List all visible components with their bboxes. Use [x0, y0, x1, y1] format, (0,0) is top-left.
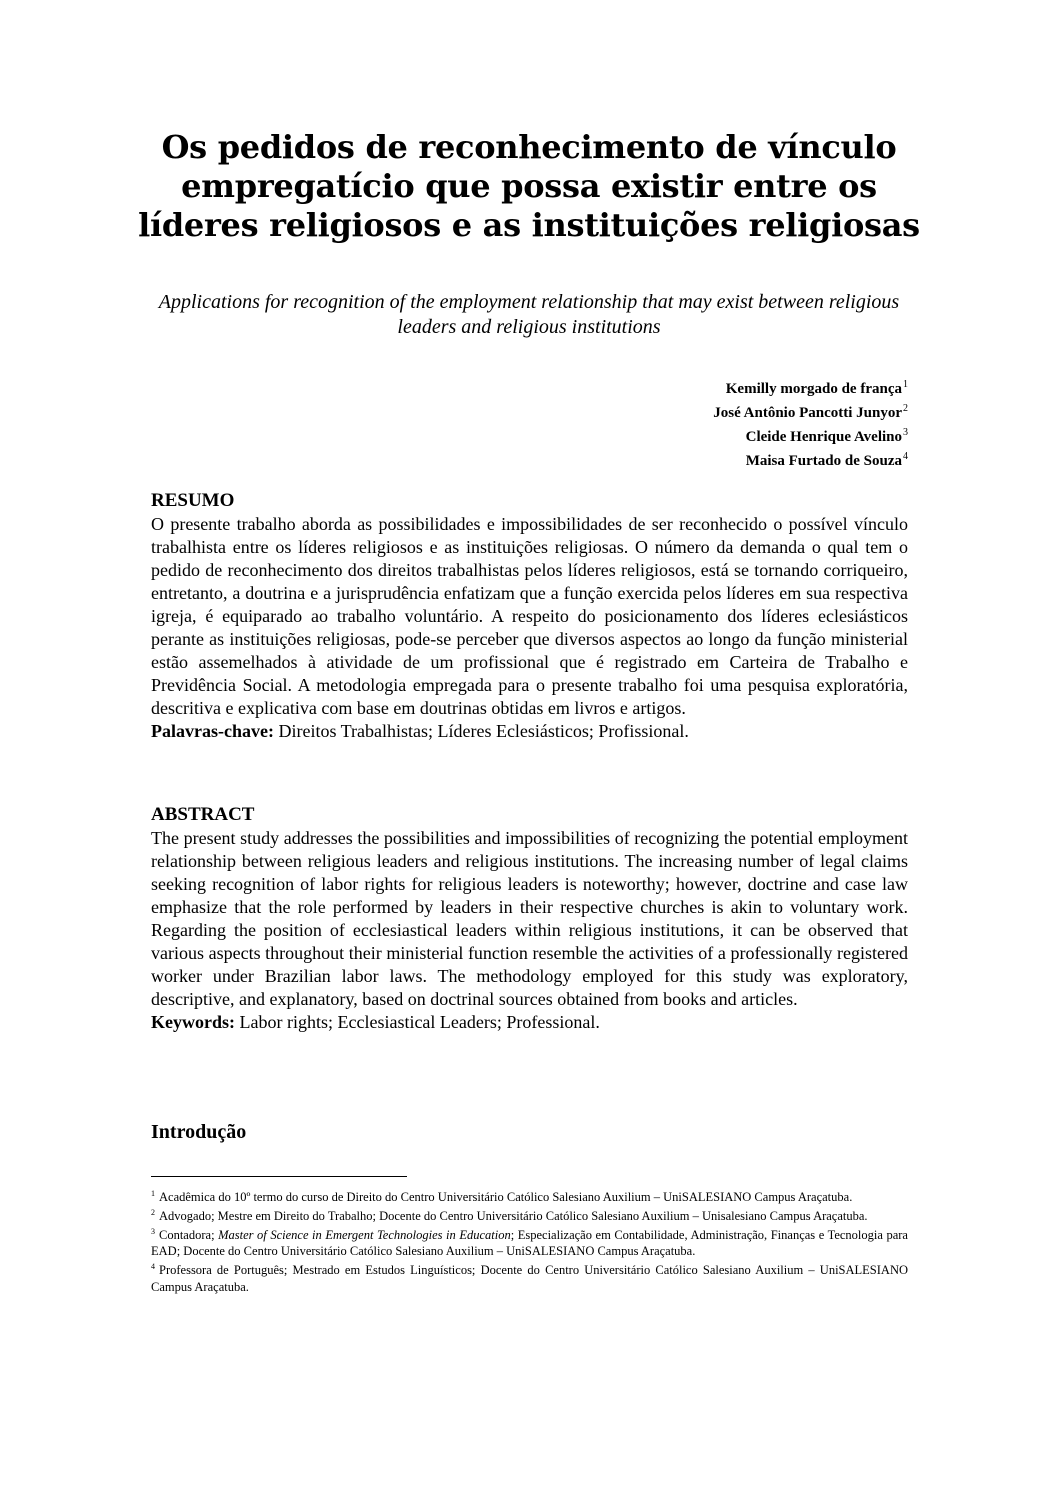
keywords-text: Labor rights; Ecclesiastical Leaders; Professional. [235, 1012, 600, 1032]
footnote-text: Contadora; [159, 1228, 219, 1243]
author-name: Maisa Furtado de Souza [745, 453, 902, 469]
footnotes [151, 1186, 908, 1295]
paper-title: Os pedidos de reconhecimento de vínculo empregatício que possa existir entre os líderes religiosos e as instituições religiosas [138, 128, 920, 244]
author-footnote-ref: 2 [903, 403, 908, 414]
footnote-number: 2 [151, 1208, 155, 1218]
author-line [560, 423, 908, 447]
author-line [560, 375, 908, 399]
introducao-heading: Introdução [151, 1121, 247, 1143]
footnote [151, 1205, 908, 1224]
resumo-heading: RESUMO [151, 490, 235, 511]
footnote [151, 1224, 908, 1259]
footnote-text: Professora de Português; Mestrado em Estudos Linguísticos; Docente do Centro Universitário Católico Salesiano Auxilium – UniSALESIANO Campus Araçatuba. [151, 1263, 908, 1294]
footnote [151, 1186, 908, 1205]
footnote-text: ; Especialização em Contabilidade, Administração, Finanças e Tecnologia para EAD; Docente do Centro Universitário Católico Salesiano Auxilium – UniSALESIANO Campus Araçatuba. [151, 1228, 908, 1259]
footnote-italic-text: Master of Science in Emergent Technologies in Education [218, 1228, 511, 1243]
author-name: Cleide Henrique Avelino [745, 429, 902, 445]
resumo-section [151, 489, 908, 743]
keywords-label: Keywords: [151, 1012, 235, 1032]
abstract-heading: ABSTRACT [151, 804, 255, 825]
footnote-number: 3 [151, 1227, 155, 1237]
author-footnote-ref: 3 [903, 427, 908, 438]
author-footnote-ref: 4 [903, 451, 908, 462]
author-name: Kemilly morgado de frança [725, 381, 902, 397]
keywords-label: Palavras-chave: [151, 721, 274, 741]
footnote-number: 1 [151, 1189, 155, 1198]
author-line [560, 399, 908, 423]
author-line [560, 447, 908, 471]
footnote-number: 4 [151, 1262, 155, 1272]
resumo-body: O presente trabalho aborda as possibilidades e impossibilidades de ser reconhecido o possível vínculo trabalhista entre os líderes religiosos e as instituições religiosas. O número da demanda o qual tem o pedido de reconhecimento dos direitos trabalhistas pelos líderes religiosos, está se tornando corriqueiro, entretanto, a doutrina e a jurisprudência enfatizam que a função exercida pelos líderes em sua respectiva igreja, é equiparado ao trabalho voluntário. A respeito do posicionamento dos líderes eclesiásticos perante as instituições religiosas, pode-se perceber que diversos aspectos ao longo da função ministerial estão assemelhados à atividade de um profissional que é registrado em Carteira de Trabalho e Previdência Social. A metodologia empregada para o presente trabalho foi uma pesquisa exploratória, descritiva e explicativa com base em doutrinas obtidas em livros e artigos. [151, 514, 908, 718]
resumo-keywords [151, 720, 908, 743]
abstract-section [151, 803, 908, 1034]
author-name: José Antônio Pancotti Junyor [713, 405, 902, 421]
author-footnote-ref: 1 [903, 379, 908, 390]
abstract-body: The present study addresses the possibilities and impossibilities of recognizing the potential employment relationship between religious leaders and religious institutions. The increasing number of legal claims seeking recognition of labor rights for religious leaders is noteworthy; however, doctrine and case law emphasize that the role performed by leaders in their respective churches is akin to voluntary work. Regarding the position of ecclesiastical leaders within religious institutions, it can be observed that various aspects throughout their ministerial function resemble the activities of a professionally registered worker under Brazilian labor laws. The methodology employed for this study was exploratory, descriptive, and explanatory, based on doctrinal sources obtained from books and articles. [151, 828, 908, 1009]
paper-subtitle-english: Applications for recognition of the employment relationship that may exist between religious leaders and religious institutions [158, 291, 900, 338]
footnote-separator [151, 1176, 407, 1177]
keywords-text: Direitos Trabalhistas; Líderes Eclesiásticos; Profissional. [273, 721, 689, 741]
footnote [151, 1259, 908, 1294]
footnote-text: Acadêmica do 10º termo do curso de Direito do Centro Universitário Católico Salesiano Auxilium – UniSALESIANO Campus Araçatuba. [159, 1190, 853, 1205]
author-list [560, 375, 908, 471]
abstract-keywords [151, 1011, 908, 1034]
footnote-text: Advogado; Mestre em Direito do Trabalho; Docente do Centro Universitário Católico Salesiano Auxilium – Unisalesiano Campus Araçatuba. [159, 1209, 868, 1224]
